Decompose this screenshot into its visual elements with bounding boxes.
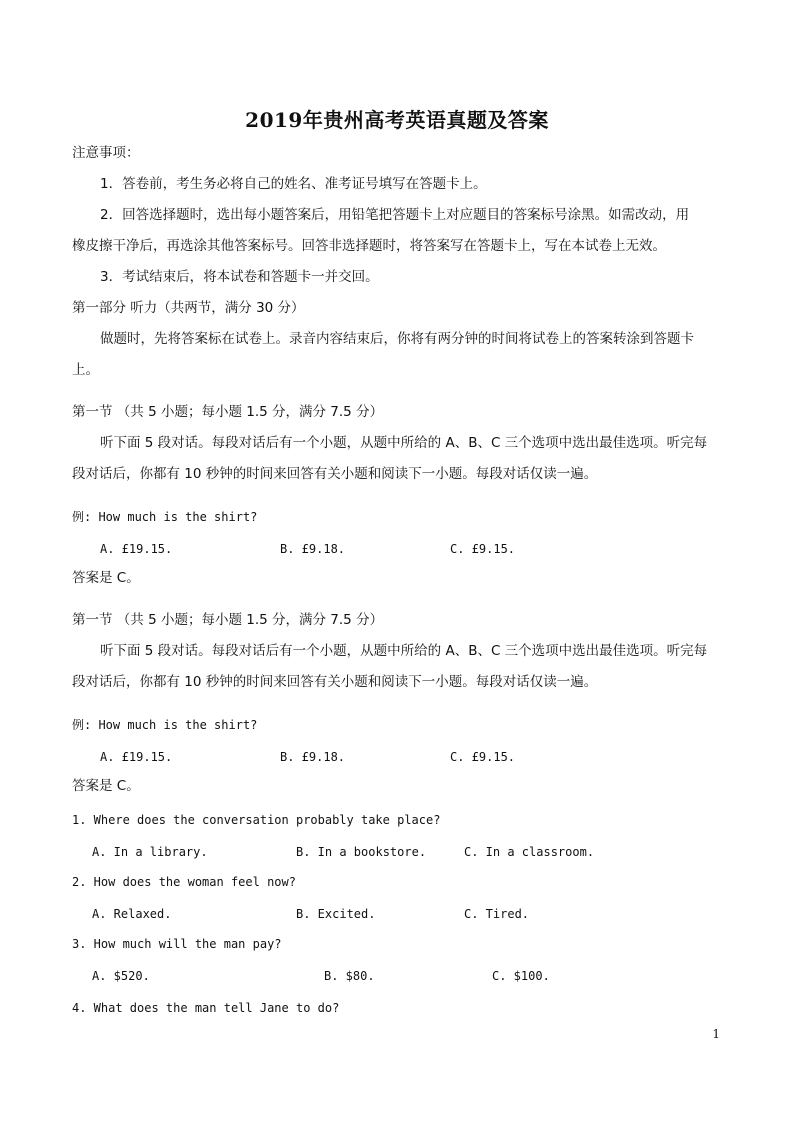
notice-item-1: 1．答卷前，考生务必将自己的姓名、准考证号填写在答题卡上。 [100, 176, 487, 192]
question-3-option-b: B. $80. [324, 969, 375, 983]
section-b-example-answer: 答案是 C。 [72, 778, 140, 794]
question-1: 1. Where does the conversation probably take place? [72, 813, 441, 827]
question-1-option-a: A. In a library. [92, 845, 208, 859]
section-b-example-question: 例: How much is the shirt? [72, 718, 258, 732]
question-1-option-c: C. In a classroom. [464, 845, 595, 859]
page-title: 2019年贵州高考英语真题及答案 [245, 108, 549, 132]
question-2: 2. How does the woman feel now? [72, 875, 296, 889]
section-b-example-option-b: B. £9.18. [280, 750, 346, 764]
question-1-option-b: B. In a bookstore. [296, 845, 427, 859]
section-b-heading: 第一节 （共 5 小题；每小题 1.5 分，满分 7.5 分） [72, 612, 384, 628]
section-a-example-question: 例: How much is the shirt? [72, 510, 258, 524]
question-2-option-c: C. Tired. [464, 907, 530, 921]
part1-intro-line-1: 做题时，先将答案标在试卷上。录音内容结束后，你将有两分钟的时间将试卷上的答案转涂到答题卡 [100, 331, 694, 347]
section-b-instruction-line-1: 听下面 5 段对话。每段对话后有一个小题，从题中所给的 A、B、C 三个选项中选出最佳选项。听完每 [100, 643, 708, 659]
notice-item-2-line-2: 橡皮擦干净后，再选涂其他答案标号。回答非选择题时，将答案写在答题卡上，写在本试卷上无效。 [72, 238, 666, 254]
question-4: 4. What does the man tell Jane to do? [72, 1001, 340, 1015]
notice-item-2-line-1: 2．回答选择题时，选出每小题答案后，用铅笔把答题卡上对应题目的答案标号涂黑。如需改动，用 [100, 207, 690, 223]
question-3-option-c: C. $100. [492, 969, 550, 983]
section-a-example-option-a: A. £19.15. [100, 542, 173, 556]
section-a-example-answer: 答案是 C。 [72, 570, 140, 586]
section-a-instruction-line-2: 段对话后，你都有 10 秒钟的时间来回答有关小题和阅读下一小题。每段对话仅读一遍。 [72, 466, 598, 482]
section-b-instruction-line-2: 段对话后，你都有 10 秒钟的时间来回答有关小题和阅读下一小题。每段对话仅读一遍。 [72, 674, 598, 690]
notice-item-3: 3．考试结束后，将本试卷和答题卡一并交回。 [100, 269, 379, 285]
notice-heading: 注意事项： [72, 145, 140, 161]
part1-intro-line-2: 上。 [72, 362, 99, 378]
section-a-instruction-line-1: 听下面 5 段对话。每段对话后有一个小题，从题中所给的 A、B、C 三个选项中选出最佳选项。听完每 [100, 435, 708, 451]
section-a-heading: 第一节 （共 5 小题；每小题 1.5 分，满分 7.5 分） [72, 404, 384, 420]
section-a-example-option-b: B. £9.18. [280, 542, 346, 556]
question-2-option-a: A. Relaxed. [92, 907, 172, 921]
section-b-example-option-c: C. £9.15. [450, 750, 516, 764]
part1-heading: 第一部分 听力（共两节，满分 30 分） [72, 300, 305, 316]
section-b-example-option-a: A. £19.15. [100, 750, 173, 764]
question-2-option-b: B. Excited. [296, 907, 376, 921]
page-number: 1 [712, 1027, 720, 1041]
question-3-option-a: A. $520. [92, 969, 150, 983]
section-a-example-option-c: C. £9.15. [450, 542, 516, 556]
question-3: 3. How much will the man pay? [72, 937, 282, 951]
